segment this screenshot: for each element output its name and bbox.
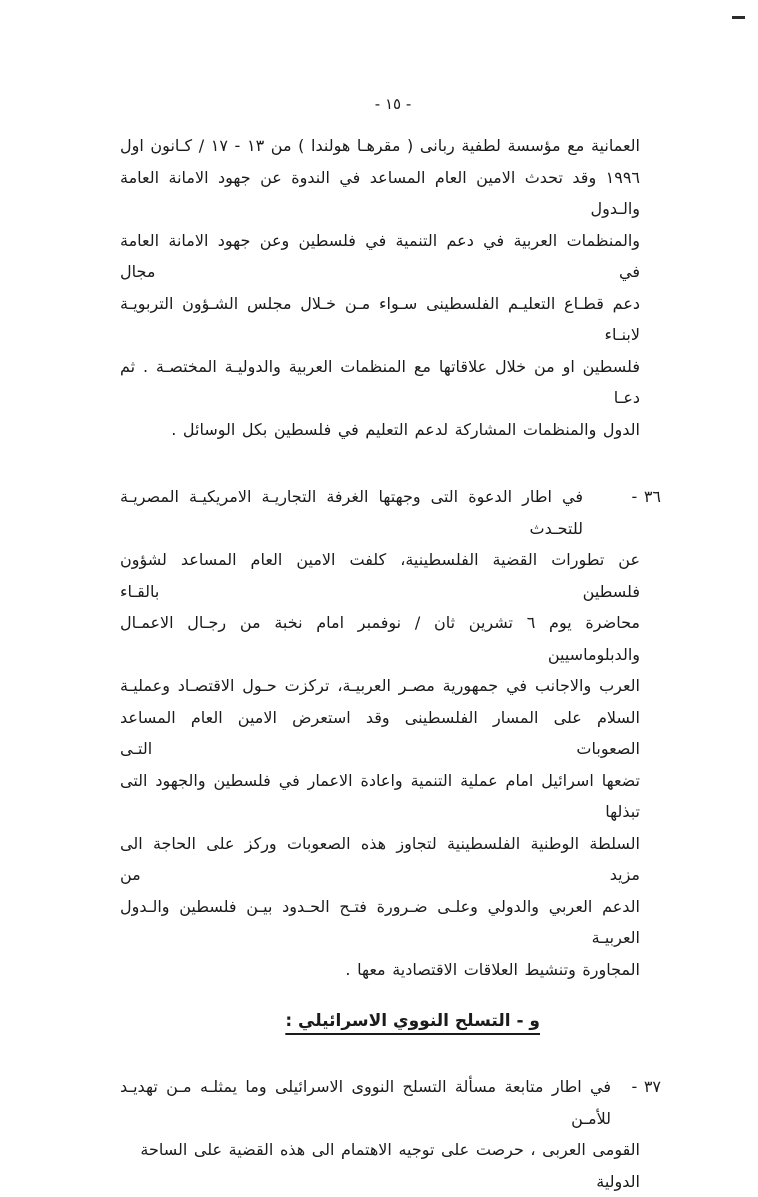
text-line: تضعها اسرائيل امام عملية التنمية واعادة الاعمار في فلسطين والجهود التى تبذلها [120, 770, 640, 821]
text-line: العمانية مع مؤسسة لطفية ربانى ( مقرهـا هولندا ) من ١٣ - ١٧ / كـانون اول [120, 136, 640, 155]
text-line: والمنظمات العربية في دعم التنمية في فلسطين وعن جهود الامانة العامة في مجال [120, 230, 640, 281]
text-line: المجاورة وتنشيط العلاقات الاقتصادية معها . [345, 959, 640, 979]
paragraph-36-marker: ٣٦ - [631, 487, 661, 506]
text-line: العرب والاجانب في جمهورية مصـر العربيـة، تركزت حـول الاقتصـاد وعمليـة [120, 676, 640, 695]
paragraph-37 [120, 1071, 661, 1197]
text-line: الدول والمنظمات المشاركة لدعم التعليم في فلسطين بكل الوسائل . [171, 419, 640, 439]
section-heading-text: و - التسلح النووي الاسرائيلي [298, 1011, 540, 1031]
text-line: السلطة الوطنية الفلسطينية لتجاوز هذه الصعوبات وركز على الحاجة الى مزيد من [120, 833, 640, 884]
text-line: فلسطين او من خلال علاقاتها مع المنظمات العربية والدوليـة المختصـة . ثم دعـا [120, 356, 640, 407]
paragraph-continuation [120, 130, 640, 445]
paragraph-37-marker: ٣٧ - [631, 1077, 661, 1096]
text-line: في اطار متابعة مسألة التسلح النووى الاسرائيلى وما يمثلـه مـن تهديـد للأمـن [120, 1077, 611, 1128]
text-line: السلام على المسار الفلسطينى وقد استعرض الامين العام المساعد الصعوبات التـى [120, 707, 640, 758]
text-line: محاضرة يوم ٦ تشرين ثان / نوفمبر امام نخبة من رجـال الاعمـال والدبلوماسيين [120, 613, 640, 664]
text-line: القومى العربى ، حرصت على توجيه الاهتمام الى هذه القضية على الساحة الدولية [140, 1140, 640, 1191]
page-number: - ١٥ - [374, 95, 412, 113]
text-line: دعم قطـاع التعليـم الفلسطينى سـواء مـن خـلال مجلس الشـؤون التربويـة لابنـاء [120, 293, 640, 344]
text-line: الدعم العربي والدولي وعلـى ضـرورة فتـح الحـدود بيـن فلسطين والـدول العربيـة [120, 896, 640, 947]
paragraph-36 [120, 481, 661, 985]
section-heading [0, 1005, 540, 1037]
text-line: عن تطورات القضية الفلسطينية، كلفت الامين العام المساعد لشؤون فلسطين بالقـاء [120, 550, 640, 601]
text-line: ١٩٩٦ وقد تحدث الامين العام المساعد في الندوة عن جهود الامانة العامة والـدول [120, 167, 640, 218]
section-heading-colon: : [285, 1011, 299, 1031]
text-line: في اطار الدعوة التى وجهتها الغرفة التجاريـة الامريكيـة المصريـة للتحـدث [120, 487, 583, 538]
